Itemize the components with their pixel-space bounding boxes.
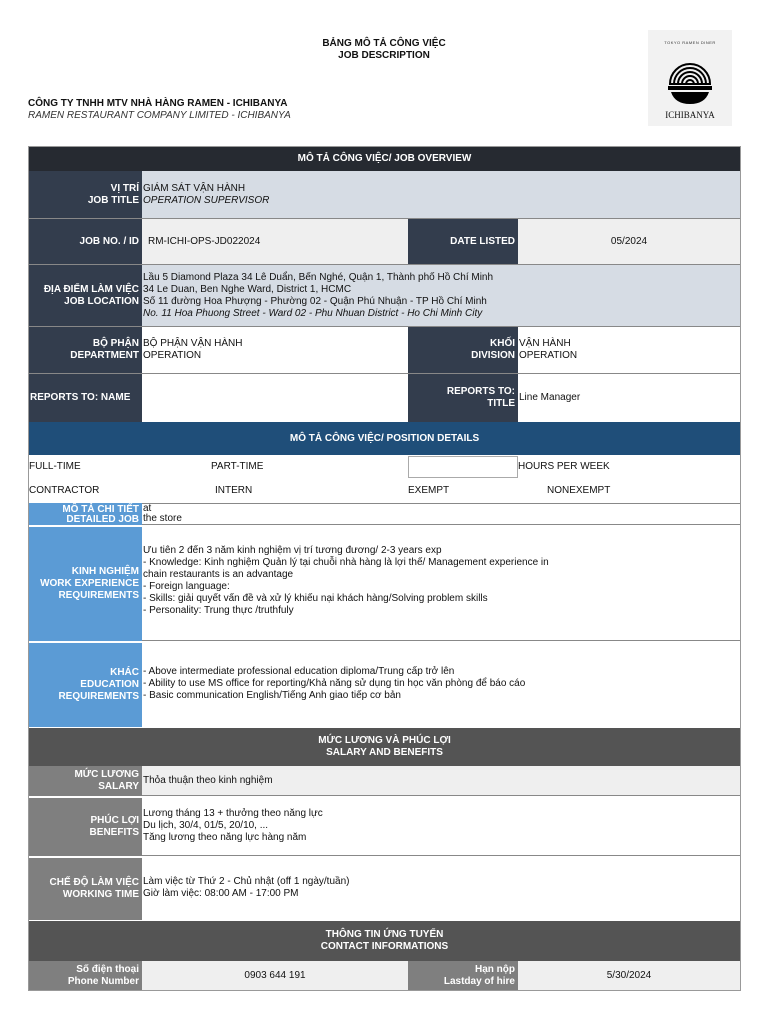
division-label-vn: KHỐI <box>490 338 515 349</box>
work-experience-line-1: Ưu tiên 2 đến 3 năm kinh nghiệm vị trí tương đương/ 2-3 years exp <box>143 545 442 556</box>
department-value <box>142 327 408 374</box>
company-logo <box>648 30 732 126</box>
job-no-value: RM-ICHI-OPS-JD022024 <box>142 219 408 265</box>
division-label <box>408 327 518 374</box>
exempt-option: EXEMPT <box>408 485 450 496</box>
hours-per-week-option: HOURS PER WEEK <box>518 461 610 472</box>
position-band: MÔ TẢ CÔNG VIỆC/ POSITION DETAILS <box>29 422 740 455</box>
date-listed-value: 05/2024 <box>518 219 740 265</box>
logo-name: ICHIBANYA <box>665 110 715 120</box>
job-title-label-en: JOB TITLE <box>87 194 139 206</box>
reports-to-name-label: REPORTS TO: NAME <box>29 374 142 422</box>
working-time-label-vn: CHẾ ĐỘ LÀM VIỆC <box>49 877 139 888</box>
education-line-1: - Above intermediate professional education diploma/Trung cấp trở lên <box>143 666 455 677</box>
company-name <box>28 98 291 122</box>
location-line-4: No. 11 Hoa Phuong Street - Ward 02 - Phu Nhuan District - Ho Chi Minh City <box>143 307 483 319</box>
work-experience-line-5: - Skills: giải quyết vấn đề và xử lý khiếu nại khách hàng/Solving problem skills <box>143 593 488 604</box>
contractor-option: CONTRACTOR <box>29 485 100 496</box>
working-time-label-en: WORKING TIME <box>62 889 139 900</box>
date-listed-label: DATE LISTED <box>408 219 518 265</box>
contact-band <box>29 921 740 961</box>
work-experience-line-6: - Personality: Trung thực /truthfuly <box>143 605 294 616</box>
job-title-value <box>142 171 740 219</box>
salary-band <box>29 728 740 766</box>
location-line-3: Số 11 đường Hoa Phượng - Phường 02 - Quận Phú Nhuận - TP Hồ Chí Minh <box>143 295 487 307</box>
reports-to-title-label <box>408 374 518 422</box>
benefits-label-en: BENEFITS <box>89 827 139 838</box>
contact-band-en: CONTACT INFORMATIONS <box>320 941 449 952</box>
department-en: OPERATION <box>143 350 202 361</box>
reports-to-title-label-1: REPORTS TO: <box>446 386 515 397</box>
benefits-value <box>142 796 740 856</box>
work-experience-line-3: chain restaurants is an advantage <box>143 569 294 580</box>
job-title-en: OPERATION SUPERVISOR <box>143 194 270 206</box>
department-label-vn: BỘ PHẬN <box>92 338 139 349</box>
education-line-3: - Basic communication English/Tiếng Anh giao tiếp cơ bản <box>143 690 401 701</box>
phone-label <box>29 961 142 990</box>
location-line-1: Lầu 5 Diamond Plaza 34 Lê Duẩn, Bến Nghé, Quận 1, Thành phố Hồ Chí Minh <box>143 271 494 283</box>
document-title-vn: BẢNG MÔ TẢ CÔNG VIỆC <box>322 38 446 49</box>
job-location-label <box>29 265 142 327</box>
benefits-label <box>29 798 142 856</box>
phone-value: 0903 644 191 <box>142 961 408 990</box>
detailed-job-label <box>29 503 142 525</box>
document-title <box>250 38 518 62</box>
work-experience-label-2: WORK EXPERIENCE <box>40 578 139 589</box>
working-time-value <box>142 856 740 920</box>
detailed-job-label-vn: MÔ TẢ CHI TIẾT <box>62 504 139 515</box>
phone-label-vn: Số điện thoại <box>76 963 139 975</box>
job-location-label-en: JOB LOCATION <box>64 295 139 307</box>
department-label-en: DEPARTMENT <box>70 350 139 361</box>
salary-label-en: SALARY <box>98 781 139 792</box>
reports-to-title-value: Line Manager <box>518 374 740 422</box>
overview-band: MÔ TẢ CÔNG VIỆC/ JOB OVERVIEW <box>29 147 740 171</box>
department-vn: BỘ PHẬN VẬN HÀNH <box>143 338 243 349</box>
benefit-line-3: Tăng lương theo năng lực hàng năm <box>143 831 307 843</box>
job-description-form <box>28 146 741 991</box>
job-title-vn: GIÁM SÁT VẬN HÀNH <box>143 182 246 194</box>
salary-value: Thỏa thuận theo kinh nghiệm <box>142 766 740 796</box>
logo-tagline: TOKYO RAMEN DINER <box>664 40 716 45</box>
reports-to-title-label-2: TITLE <box>487 398 515 409</box>
full-time-option: FULL-TIME <box>29 461 81 472</box>
deadline-label-vn: Hạn nộp <box>475 963 515 975</box>
nonexempt-option: NONEXEMPT <box>547 485 611 496</box>
division-label-en: DIVISION <box>471 350 515 361</box>
document-title-en: JOB DESCRIPTION <box>338 50 430 61</box>
working-time-line-1: Làm việc từ Thứ 2 - Chủ nhật (off 1 ngày/tuần) <box>143 876 350 887</box>
education-label-3: REQUIREMENTS <box>58 691 139 702</box>
phone-label-en: Phone Number <box>67 975 139 987</box>
ramen-bowl-icon <box>665 52 715 112</box>
work-experience-label-1: KINH NGHIỆM <box>71 566 139 577</box>
benefit-line-2: Du lịch, 30/4, 01/5, 20/10, ... <box>143 819 269 831</box>
company-name-en: RAMEN RESTAURANT COMPANY LIMITED - ICHIBANYA <box>28 110 291 121</box>
company-name-vn: CÔNG TY TNHH MTV NHÀ HÀNG RAMEN - ICHIBANYA <box>28 98 288 109</box>
work-experience-label-3: REQUIREMENTS <box>58 590 139 601</box>
work-experience-line-4: - Foreign language: <box>143 581 230 592</box>
salary-band-en: SALARY AND BENEFITS <box>326 747 443 758</box>
part-time-option: PART-TIME <box>211 461 264 472</box>
education-line-2: - Ability to use MS office for reporting/Khả năng sử dụng tin học văn phòng để báo cáo <box>143 678 526 689</box>
salary-label <box>29 766 142 796</box>
deadline-value: 5/30/2024 <box>518 961 740 990</box>
benefits-label-vn: PHÚC LỢI <box>90 815 139 826</box>
work-experience-value <box>142 525 740 641</box>
detailed-job-line-1: at <box>143 503 152 514</box>
job-title-label-vn: VỊ TRÍ <box>110 182 139 194</box>
job-title-label <box>29 171 142 219</box>
job-location-value <box>142 265 740 327</box>
contact-band-vn: THÔNG TIN ỨNG TUYỂN <box>325 929 444 940</box>
detailed-job-label-en: DETAILED JOB <box>66 514 139 525</box>
division-en: OPERATION <box>519 350 578 361</box>
blank-cell <box>408 456 518 478</box>
benefit-line-1: Lương tháng 13 + thưởng theo năng lực <box>143 807 323 819</box>
job-no-label: JOB NO. / ID <box>29 219 142 265</box>
deadline-label-en: Lastday of hire <box>443 975 515 987</box>
department-label <box>29 327 142 374</box>
division-value <box>518 327 740 374</box>
reports-to-name-value <box>142 374 408 422</box>
education-label <box>29 643 142 727</box>
working-time-label <box>29 858 142 920</box>
salary-label-vn: MỨC LƯƠNG <box>74 769 139 780</box>
detailed-job-value <box>142 503 740 525</box>
deadline-label <box>408 961 518 990</box>
location-line-2: 34 Le Duan, Ben Nghe Ward, District 1, HCMC <box>143 283 352 295</box>
work-experience-label <box>29 527 142 641</box>
job-location-label-vn: ĐỊA ĐIỂM LÀM VIỆC <box>43 283 139 295</box>
working-time-line-2: Giờ làm việc: 08:00 AM - 17:00 PM <box>143 888 299 899</box>
education-label-2: EDUCATION <box>80 679 139 690</box>
education-value <box>142 641 740 727</box>
intern-option: INTERN <box>215 485 253 496</box>
division-vn: VẬN HÀNH <box>519 338 571 349</box>
salary-band-vn: MỨC LƯƠNG VÀ PHÚC LỢI <box>318 735 451 746</box>
work-experience-line-2: - Knowledge: Kinh nghiệm Quản lý tại chuỗi nhà hàng là lợi thế/ Management experience in <box>143 557 549 568</box>
education-label-1: KHÁC <box>110 667 139 678</box>
detailed-job-line-2: the store <box>143 513 182 524</box>
